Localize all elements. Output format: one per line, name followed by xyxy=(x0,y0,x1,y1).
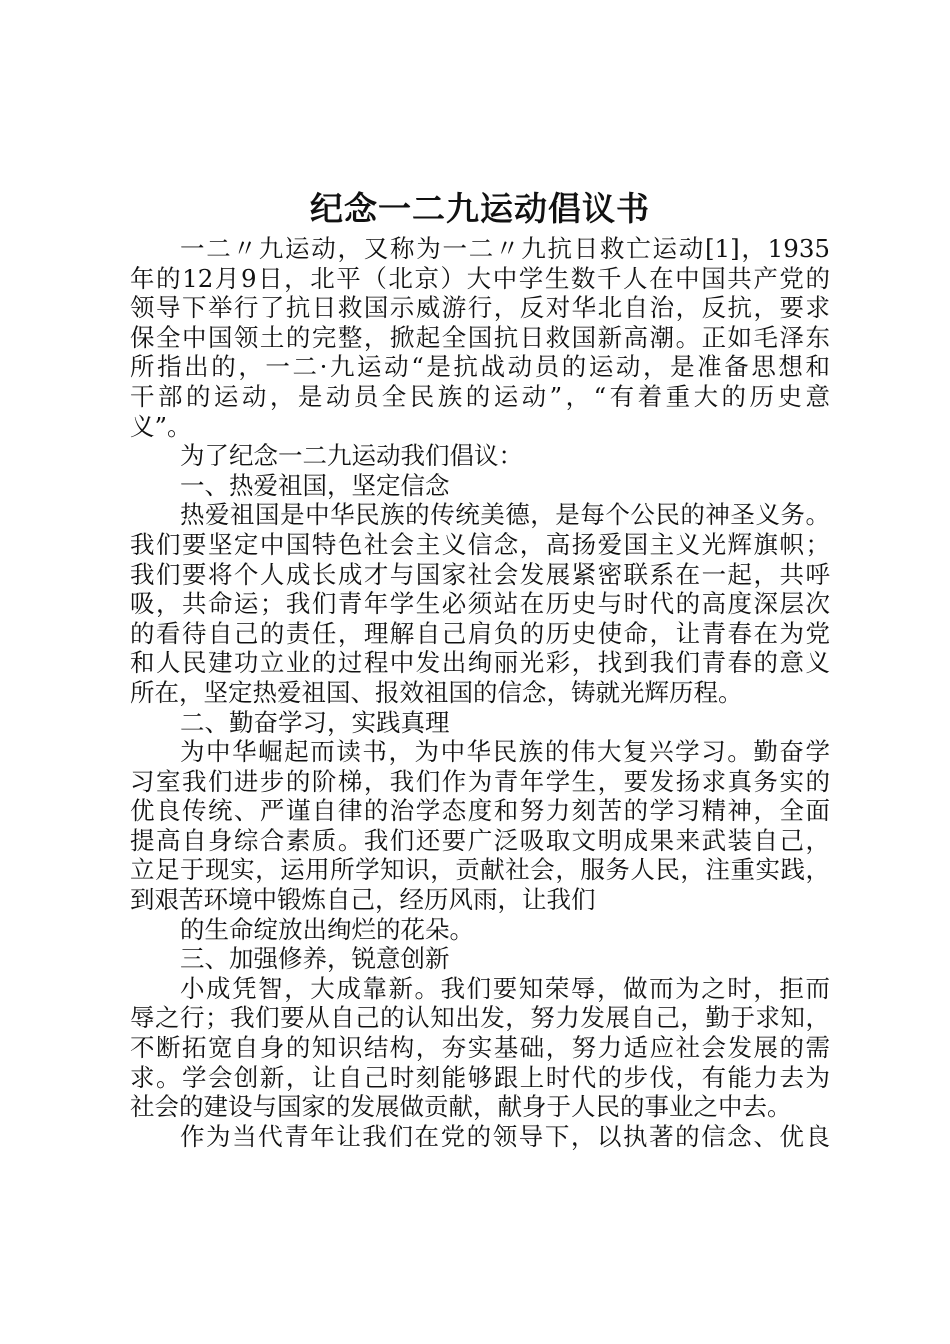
section-heading: 三、加强修养，锐意创新 xyxy=(180,944,450,974)
body-line: 热爱祖国是中华民族的传统美德，是每个公民的神圣义务。 xyxy=(180,500,830,530)
body-line: 习室我们进步的阶梯，我们作为青年学生，要发扬求真务实的 xyxy=(130,766,830,796)
body-line: 到艰苦环境中锻炼自己，经历风雨，让我们 xyxy=(130,885,596,915)
body-line: 保全中国领土的完整，掀起全国抗日救国新高潮。正如毛泽东 xyxy=(130,322,830,352)
body-line: 优良传统、严谨自律的治学态度和努力刻苦的学习精神，全面 xyxy=(130,796,830,826)
body-line: 作为当代青年让我们在党的领导下，以执著的信念、优良 xyxy=(180,1121,830,1151)
body-line: 的看待自己的责任，理解自己肩负的历史使命，让青春在为党 xyxy=(130,618,830,648)
section-heading: 二、勤奋学习，实践真理 xyxy=(180,707,450,737)
body-line: 干部的运动，是动员全民族的运动”，“有着重大的历史意 xyxy=(130,381,830,411)
body-line: 领导下举行了抗日救国示威游行，反对华北自治，反抗，要求 xyxy=(130,293,830,323)
body-line: 所在，坚定热爱祖国、报效祖国的信念，铸就光辉历程。 xyxy=(130,677,743,707)
body-line: 一二〃九运动，又称为一二〃九抗日救亡运动[1]，1935 xyxy=(180,234,830,263)
document-body xyxy=(130,234,830,1151)
body-line: 提高自身综合素质。我们还要广泛吸取文明成果来武装自己， xyxy=(130,825,830,855)
body-line: 为中华崛起而读书，为中华民族的伟大复兴学习。勤奋学 xyxy=(180,737,830,767)
body-line: 义”。 xyxy=(130,411,192,441)
body-line: 的生命绽放出绚烂的花朵。 xyxy=(180,914,474,944)
body-line: 立足于现实，运用所学知识，贡献社会，服务人民，注重实践， xyxy=(130,855,830,885)
document-page xyxy=(130,0,830,1344)
body-line: 我们要将个人成长成才与国家社会发展紧密联系在一起，共呼 xyxy=(130,559,830,589)
body-line: 和人民建功立业的过程中发出绚丽光彩，找到我们青春的意义 xyxy=(130,648,830,678)
document-title: 纪念一二九运动倡议书 xyxy=(310,189,650,228)
body-line: 年的12月9日，北平（北京）大中学生数千人在中国共产党的 xyxy=(130,263,830,293)
body-line: 求。学会创新，让自己时刻能够跟上时代的步伐，有能力去为 xyxy=(130,1062,830,1092)
body-line: 所指出的，一二·九运动“是抗战动员的运动，是准备思想和 xyxy=(130,352,830,382)
body-line: 辱之行；我们要从自己的认知出发，努力发展自己，勤于求知， xyxy=(130,1003,830,1033)
body-line: 我们要坚定中国特色社会主义信念，高扬爱国主义光辉旗帜； xyxy=(130,529,830,559)
body-line: 吸，共命运；我们青年学生必须站在历史与时代的高度深层次 xyxy=(130,589,830,619)
body-line: 不断拓宽自身的知识结构，夯实基础，努力适应社会发展的需 xyxy=(130,1033,830,1063)
section-heading: 一、热爱祖国，坚定信念 xyxy=(180,470,450,500)
body-line: 为了纪念一二九运动我们倡议： xyxy=(180,441,523,471)
body-line: 小成凭智，大成靠新。我们要知荣辱，做而为之时，拒而 xyxy=(180,973,830,1003)
body-line: 社会的建设与国家的发展做贡献，献身于人民的事业之中去。 xyxy=(130,1092,792,1122)
